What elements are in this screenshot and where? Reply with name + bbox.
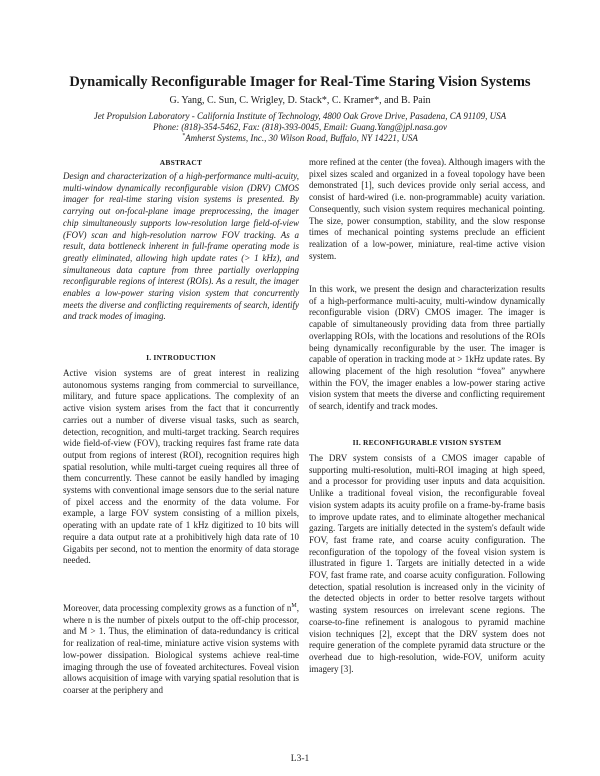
right-paragraph-2: In this work, we present the design and characterization results of a high-performance multi-acuity, multi-window dynamically reconfigurable vision (DRV) CMOS imager. The imager is capable of simultaneously providing data from three partially overlapping ROIs, with the locations and resolutions of the ROIs being dynamically reconfigurable by the user. The imager is capable of operation in tracking mode at > 1kHz update rates. By allowing placement of the high resolution “fovea” anywhere within the FOV, the imager enables a low-power staring active vision system that meets the diverse and conflicting requirement of search, identify and track modes. (309, 284, 545, 412)
affiliation-jpl: Jet Propulsion Laboratory - California Institute of Technology, 4800 Oak Grove Drive, Pasadena, CA 91109, USA (93, 111, 507, 121)
author-list: G. Yang, C. Sun, C. Wrigley, D. Stack*, C. Kramer*, and B. Pain (169, 95, 431, 106)
exponent-m: M (291, 603, 297, 609)
right-paragraph-1: more refined at the center (the fovea). Although imagers with the pixel sizes scaled and organized in a foveal topology have been demonstrated [1], such devices provide only serial access, and consist of hard-wired (i.e. non-programmable) acuity variation. Consequently, such vision system requires mechanical pointing. The size, power consumption, stability, and the slow response times of mechanical pointing systems preclude an efficient realization of a low-power, miniature, real-time active vision system. (309, 157, 545, 261)
introduction-heading: I. INTRODUCTION (146, 353, 216, 362)
contact-info: Phone: (818)-354-5462, Fax: (818)-393-0045, Email: Guang.Yang@jpl.nasa.gov (153, 122, 447, 132)
affiliation-amherst (0, 133, 600, 144)
abstract-heading: ABSTRACT (159, 158, 203, 167)
introduction-paragraph-2: Moreover, data processing complexity grows as a function of $n^M$, where n is the number of pixels output to the off-chip processor, and M > 1. Thus, the elimination of data-redundancy is critical for realization of real-time, miniature active vision systems with low-power dissipation. Biological systems achieve real-time imaging through the use of foveated architectures. Foveal vision allows acquisition of image with varying spatial resolution that is coarser at the periphery and (63, 603, 299, 695)
section-2-heading: II. RECONFIGURABLE VISION SYSTEM (352, 438, 502, 447)
affiliations (0, 111, 600, 144)
paper-title: Dynamically Reconfigurable Imager for Real-Time Staring Vision Systems (69, 74, 531, 90)
abstract-text: Design and characterization of a high-performance multi-acuity, multi-window dynamically reconfigurable vision (DRV) CMOS imager for real-time staring vision systems is presented. By carrying out on-focal-plane image preprocessing, the imager chip simultaneously supports low-resolution large field-of-view (FOV) scan and high-resolution narrow FOV tracking. As a result, data bottleneck inherent in full-frame operating mode is greatly eliminated, allowing high update rates (> 1 kHz), and simultaneous data capture from three partially overlapping reconfigurable regions of interest (ROIs). As a result, the imager enables a low-power staring vision system that concurrently meets the diverse and conflicting requirements of search, identify and track modes of imaging. (63, 171, 299, 322)
section-2-paragraph: The DRV system consists of a CMOS imager capable of supporting multi-resolution, multi-ROI imaging at high speed, and a processor for providing user inputs and data acquisition. Unlike a traditional foveal vision, the reconfigurable foveal vision system adapts its acuity profile on a frame-by-frame basis to improve update rates, and to eliminate altogether mechanical gazing. Targets are initially detected in the system's default wide FOV, fast frame rate, and coarse acuity configuration. The reconfiguration of the topology of the foveal vision system is illustrated in figure 1. Targets are initially detected in a wide FOV, fast frame rate, and coarse acuity configuration. Following detection, spatial resolution is increased only in the vicinity of the detected objects in order to better resolve targets without wasting system resources on irrelevant scene regions. The coarse-to-fine refinement is analogous to pyramid machine vision techniques [2], except that the DRV system does not require generation of the complete pyramid data structure or the overhead due to high-resolution, wide-FOV, uniform acuity imagery [3]. (309, 453, 545, 674)
affiliation-amherst-text: Amherst Systems, Inc., 30 Wilson Road, Buffalo, NY 14221, USA (185, 133, 418, 143)
affiliation-marker: * (182, 133, 186, 139)
introduction-paragraph-1: Active vision systems are of great interest in realizing autonomous systems ranging from commercial to surveillance, military, and future space applications. The complexity of an active vision system arises from the fact that it concurrently carries out a number of diverse visual tasks, such as search, detection, recognition, and multi-target tracking. Search requires wide field-of-view (FOV), tracking requires fast frame rate data output from regions of interest (ROI), recognition requires high spatial resolution, while multi-target cueing requires all three of them concurrently. These cannot be easily handled by imaging systems with conventional image sensors due to the serial nature of pixel access and the enormity of the data volume. For example, a large FOV system consisting of a million pixels, operating with an update rate of 1 kHz digitized to 10 bits will require a data output rate at a prohibitively high data rate of 10 Gigabits per second, not to mention the enormity of data storage needed. (63, 368, 299, 566)
page-number: L3-1 (290, 754, 310, 764)
